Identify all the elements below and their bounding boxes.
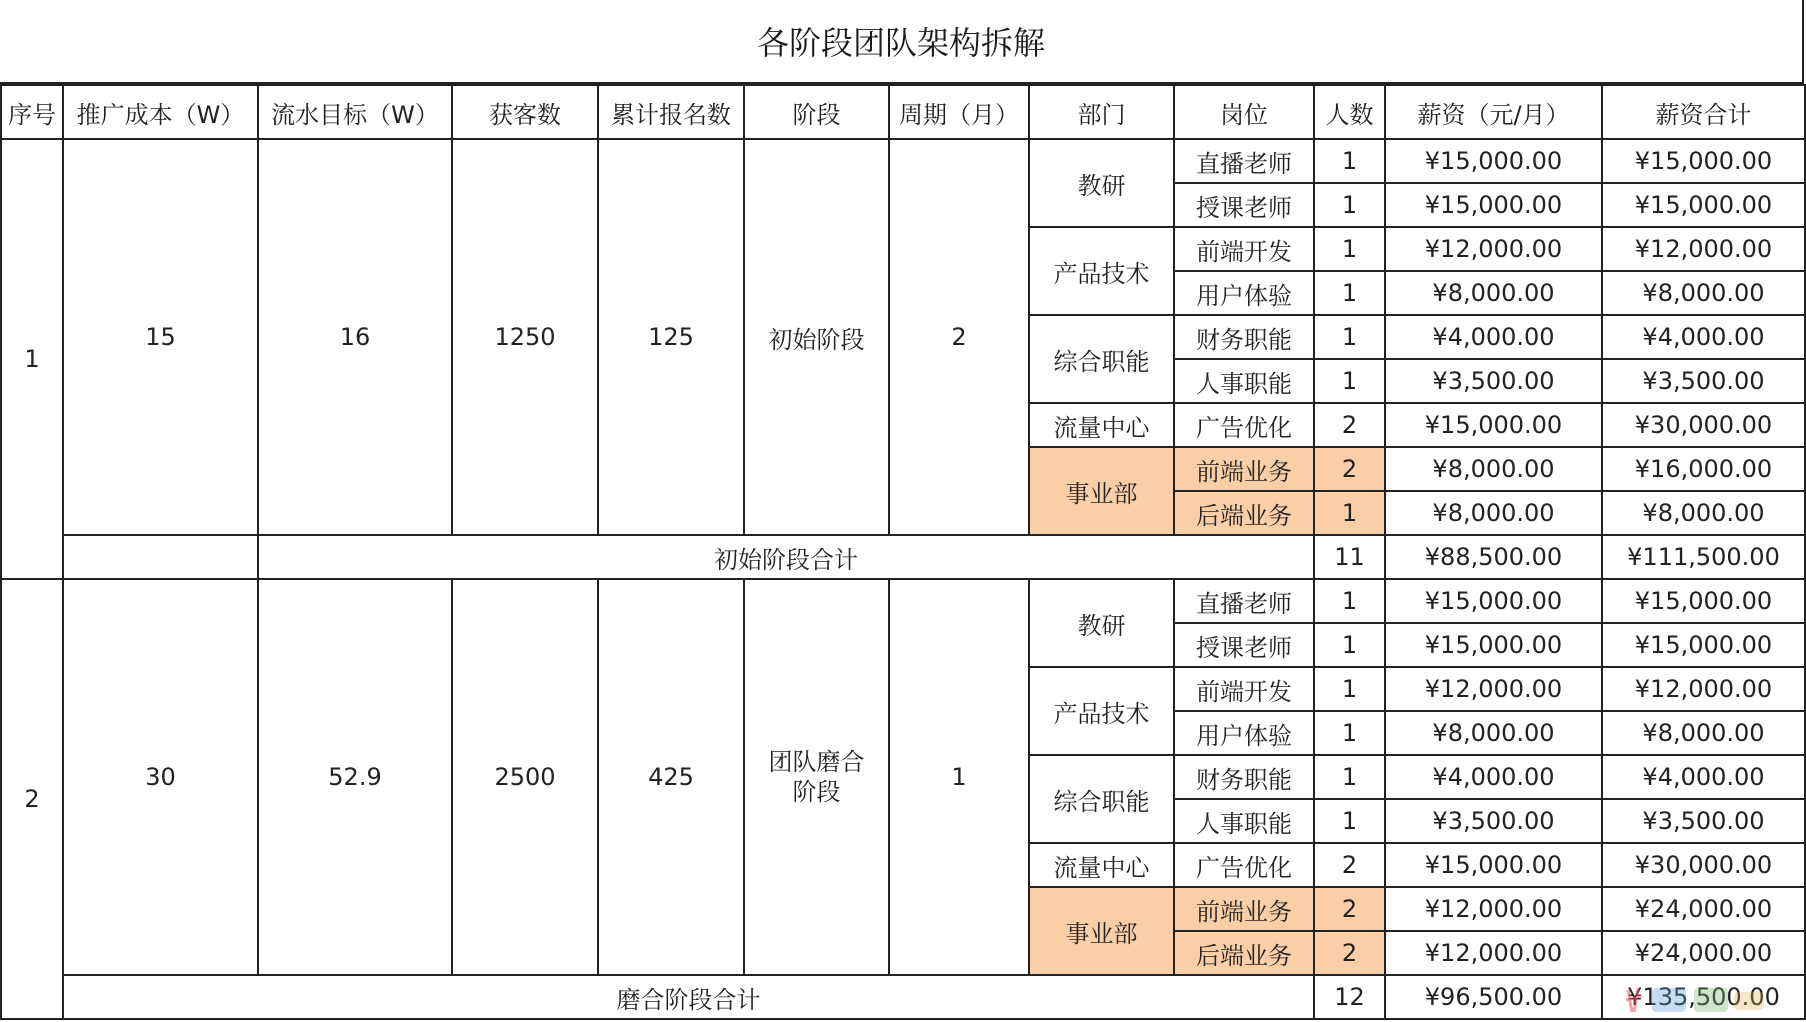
header-cell-role[interactable]: 岗位 <box>1174 85 1314 139</box>
cell-salary[interactable]: ¥8,000.00 <box>1385 711 1602 755</box>
cell-signups[interactable]: 125 <box>598 139 744 535</box>
cell-customers[interactable]: 1250 <box>452 139 598 535</box>
cell-stage-name[interactable] <box>744 579 889 975</box>
table-row <box>1 579 1805 623</box>
cell-dept-biz[interactable]: 事业部 <box>1029 887 1174 975</box>
cell-salary-total[interactable]: ¥24,000.00 <box>1602 931 1805 975</box>
cell-salary[interactable]: ¥15,000.00 <box>1385 623 1602 667</box>
cell-dept-general[interactable]: 综合职能 <box>1029 315 1174 403</box>
cell-seq[interactable]: 2 <box>1 579 63 1019</box>
cell-count[interactable]: 1 <box>1314 755 1385 799</box>
cell-role[interactable]: 后端业务 <box>1174 931 1314 975</box>
cell-salary-total[interactable]: ¥15,000.00 <box>1602 623 1805 667</box>
cell-salary[interactable]: ¥4,000.00 <box>1385 315 1602 359</box>
subtotal-count[interactable]: 11 <box>1314 535 1385 579</box>
cell-target[interactable]: 16 <box>258 139 452 535</box>
cell-role[interactable]: 人事职能 <box>1174 359 1314 403</box>
header-cell-cost[interactable]: 推广成本（W） <box>63 85 258 139</box>
subtotal-row <box>1 975 1805 1019</box>
cell-role[interactable]: 用户体验 <box>1174 271 1314 315</box>
subtotal-salary[interactable]: ¥88,500.00 <box>1385 535 1602 579</box>
cell-blank[interactable] <box>63 535 258 579</box>
cell-dept-teach[interactable]: 教研 <box>1029 139 1174 227</box>
cell-role[interactable]: 广告优化 <box>1174 403 1314 447</box>
header-cell-customers[interactable]: 获客数 <box>452 85 598 139</box>
cell-salary[interactable]: ¥12,000.00 <box>1385 887 1602 931</box>
cell-role[interactable]: 直播老师 <box>1174 139 1314 183</box>
cell-count[interactable]: 2 <box>1314 403 1385 447</box>
cell-salary[interactable]: ¥8,000.00 <box>1385 271 1602 315</box>
cell-cost[interactable]: 15 <box>63 139 258 535</box>
cell-salary-total[interactable]: ¥3,500.00 <box>1602 359 1805 403</box>
cell-role[interactable]: 后端业务 <box>1174 491 1314 535</box>
subtotal-label[interactable]: 磨合阶段合计 <box>63 975 1314 1019</box>
header-cell-target[interactable]: 流水目标（W） <box>258 85 452 139</box>
cell-count[interactable]: 1 <box>1314 799 1385 843</box>
header-cell-seq[interactable]: 序号 <box>1 85 63 139</box>
cell-cost[interactable]: 30 <box>63 579 258 975</box>
cell-dept-traffic[interactable]: 流量中心 <box>1029 843 1174 887</box>
cell-role[interactable]: 财务职能 <box>1174 315 1314 359</box>
cell-role[interactable]: 前端开发 <box>1174 227 1314 271</box>
header-cell-dept[interactable]: 部门 <box>1029 85 1174 139</box>
sheet-title: 各阶段团队架构拆解 <box>0 0 1804 84</box>
cell-dept-teach[interactable]: 教研 <box>1029 579 1174 667</box>
team-structure-table <box>0 84 1806 1020</box>
cell-count[interactable]: 1 <box>1314 667 1385 711</box>
cell-count[interactable]: 2 <box>1314 447 1385 491</box>
cell-period[interactable]: 1 <box>889 579 1029 975</box>
cell-dept-traffic[interactable]: 流量中心 <box>1029 403 1174 447</box>
cell-salary[interactable]: ¥8,000.00 <box>1385 491 1602 535</box>
cell-count[interactable]: 2 <box>1314 843 1385 887</box>
subtotal-salary[interactable]: ¥96,500.00 <box>1385 975 1602 1019</box>
cell-role[interactable]: 直播老师 <box>1174 579 1314 623</box>
cell-salary-total[interactable]: ¥8,000.00 <box>1602 271 1805 315</box>
cell-dept-tech[interactable]: 产品技术 <box>1029 667 1174 755</box>
table-row <box>1 139 1805 183</box>
cell-count[interactable]: 1 <box>1314 711 1385 755</box>
header-cell-salary[interactable]: 薪资（元/月） <box>1385 85 1602 139</box>
cell-count[interactable]: 2 <box>1314 931 1385 975</box>
cell-salary-total[interactable]: ¥8,000.00 <box>1602 491 1805 535</box>
cell-count[interactable]: 1 <box>1314 579 1385 623</box>
cell-salary[interactable]: ¥3,500.00 <box>1385 359 1602 403</box>
header-cell-period[interactable]: 周期（月） <box>889 85 1029 139</box>
cell-salary[interactable]: ¥15,000.00 <box>1385 403 1602 447</box>
cell-salary-total[interactable]: ¥16,000.00 <box>1602 447 1805 491</box>
cell-salary-total[interactable]: ¥15,000.00 <box>1602 183 1805 227</box>
cell-salary-total[interactable]: ¥30,000.00 <box>1602 843 1805 887</box>
cell-customers[interactable]: 2500 <box>452 579 598 975</box>
subtotal-row <box>1 535 1805 579</box>
header-cell-stage[interactable]: 阶段 <box>744 85 889 139</box>
cell-salary[interactable]: ¥15,000.00 <box>1385 183 1602 227</box>
cell-salary[interactable]: ¥3,500.00 <box>1385 799 1602 843</box>
cell-salary-total[interactable]: ¥12,000.00 <box>1602 227 1805 271</box>
header-cell-signups[interactable]: 累计报名数 <box>598 85 744 139</box>
header-cell-count[interactable]: 人数 <box>1314 85 1385 139</box>
cell-salary[interactable]: ¥15,000.00 <box>1385 579 1602 623</box>
subtotal-count[interactable]: 12 <box>1314 975 1385 1019</box>
cell-role[interactable]: 广告优化 <box>1174 843 1314 887</box>
cell-count[interactable]: 1 <box>1314 623 1385 667</box>
cell-salary[interactable]: ¥4,000.00 <box>1385 755 1602 799</box>
cell-salary-total[interactable]: ¥30,000.00 <box>1602 403 1805 447</box>
cell-role[interactable]: 财务职能 <box>1174 755 1314 799</box>
cell-target[interactable]: 52.9 <box>258 579 452 975</box>
cell-role[interactable]: 用户体验 <box>1174 711 1314 755</box>
cell-role[interactable]: 授课老师 <box>1174 183 1314 227</box>
cell-salary-total[interactable]: ¥24,000.00 <box>1602 887 1805 931</box>
cell-role[interactable]: 授课老师 <box>1174 623 1314 667</box>
cell-salary[interactable]: ¥12,000.00 <box>1385 931 1602 975</box>
cell-count[interactable]: 1 <box>1314 359 1385 403</box>
cell-count[interactable]: 2 <box>1314 887 1385 931</box>
cell-salary-total[interactable]: ¥4,000.00 <box>1602 755 1805 799</box>
cell-salary-total[interactable]: ¥15,000.00 <box>1602 139 1805 183</box>
cell-salary-total[interactable]: ¥15,000.00 <box>1602 579 1805 623</box>
cell-count[interactable]: 1 <box>1314 315 1385 359</box>
subtotal-salary-total[interactable]: ¥111,500.00 <box>1602 535 1805 579</box>
cell-count[interactable]: 1 <box>1314 227 1385 271</box>
cell-salary[interactable]: ¥15,000.00 <box>1385 139 1602 183</box>
cell-salary-total[interactable]: ¥4,000.00 <box>1602 315 1805 359</box>
stage-name-text: 团队磨合阶段 <box>768 748 865 806</box>
cell-signups[interactable]: 425 <box>598 579 744 975</box>
cell-dept-biz[interactable]: 事业部 <box>1029 447 1174 535</box>
cell-role[interactable]: 前端开发 <box>1174 667 1314 711</box>
cell-count[interactable]: 1 <box>1314 183 1385 227</box>
cell-count[interactable]: 1 <box>1314 271 1385 315</box>
cell-count[interactable]: 1 <box>1314 491 1385 535</box>
cell-salary-total[interactable]: ¥12,000.00 <box>1602 667 1805 711</box>
cell-role[interactable]: 前端业务 <box>1174 447 1314 491</box>
cell-count[interactable]: 1 <box>1314 139 1385 183</box>
cell-role[interactable]: 前端业务 <box>1174 887 1314 931</box>
cell-salary[interactable]: ¥12,000.00 <box>1385 667 1602 711</box>
subtotal-label[interactable]: 初始阶段合计 <box>258 535 1314 579</box>
cell-salary-total[interactable]: ¥3,500.00 <box>1602 799 1805 843</box>
cell-period[interactable]: 2 <box>889 139 1029 535</box>
cell-role[interactable]: 人事职能 <box>1174 799 1314 843</box>
cell-salary[interactable]: ¥15,000.00 <box>1385 843 1602 887</box>
cell-salary-total[interactable]: ¥8,000.00 <box>1602 711 1805 755</box>
cell-salary[interactable]: ¥12,000.00 <box>1385 227 1602 271</box>
header-cell-salary-total[interactable]: 薪资合计 <box>1602 85 1805 139</box>
cell-salary[interactable]: ¥8,000.00 <box>1385 447 1602 491</box>
cell-stage-name[interactable]: 初始阶段 <box>744 139 889 535</box>
header-row <box>1 85 1805 139</box>
subtotal-salary-total[interactable]: ¥135,500.00 <box>1602 975 1805 1019</box>
cell-seq[interactable]: 1 <box>1 139 63 579</box>
cell-dept-tech[interactable]: 产品技术 <box>1029 227 1174 315</box>
cell-dept-general[interactable]: 综合职能 <box>1029 755 1174 843</box>
